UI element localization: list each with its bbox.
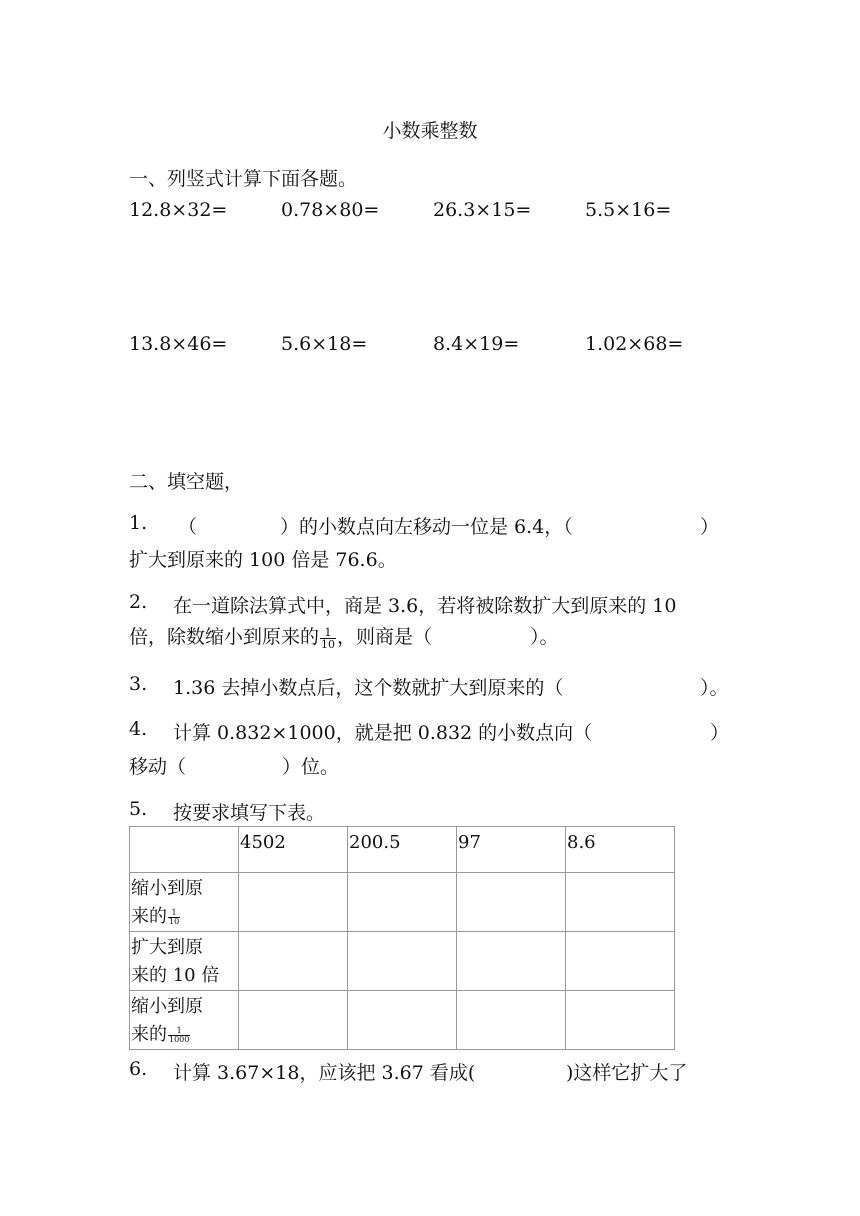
table-header-row (130, 827, 675, 873)
table-row (130, 873, 675, 932)
conversion-table (129, 826, 675, 1050)
row-label: 扩大到原 来的 10 倍 (130, 932, 239, 991)
answer-cell[interactable] (566, 932, 675, 991)
answer-cell[interactable] (566, 991, 675, 1050)
q1-number: 1. (129, 512, 148, 534)
fraction-one-tenth: $\frac{1}{10}$ (169, 907, 180, 926)
fraction-one-tenth: $\frac{1}{10}$ (321, 625, 336, 651)
fraction-one-thousandth: $\frac{1}{1000}$ (169, 1025, 190, 1044)
q2-line2-end: ）。 (530, 626, 559, 648)
q2-line2-text: 倍，除数缩小到原来的 (129, 626, 320, 648)
table-header-cell: 8.6 (566, 827, 675, 873)
q3-number: 3. (129, 673, 148, 695)
problem-8: 1.02×68= (585, 333, 684, 355)
problem-4: 5.5×16= (585, 199, 672, 221)
answer-cell[interactable] (348, 873, 457, 932)
q4-line2b: ）位。 (282, 756, 340, 778)
row-label: 缩小到原 来的 $\frac{1}{10}$ (130, 873, 239, 932)
q6-text: 计算 3.67×18，应该把 3.67 看成( (173, 1062, 476, 1084)
answer-cell[interactable] (239, 991, 348, 1050)
q5-text: 按要求填写下表。 (173, 802, 326, 824)
q2-line2 (129, 622, 559, 650)
table-row (130, 991, 675, 1050)
q1-open-paren: （ (178, 516, 198, 538)
q3-end: ）。 (700, 677, 729, 699)
q2-line1: 在一道除法算式中，商是 3.6，若将被除数扩大到原来的 10 (173, 595, 677, 617)
table-header-cell: 200.5 (348, 827, 457, 873)
answer-cell[interactable] (457, 932, 566, 991)
problem-7: 8.4×19= (433, 333, 520, 355)
q6-end: )这样它扩大了 (566, 1062, 688, 1084)
q4-line1-end: ） (710, 722, 730, 744)
q2-line2-text-b: ，则商是（ (337, 626, 433, 648)
table-header-cell: 4502 (239, 827, 348, 873)
problem-3: 26.3×15= (433, 199, 532, 221)
answer-cell[interactable] (239, 873, 348, 932)
table-row (130, 932, 675, 991)
answer-cell[interactable] (348, 932, 457, 991)
answer-cell[interactable] (457, 873, 566, 932)
row-label: 缩小到原 来的 $\frac{1}{1000}$ (130, 991, 239, 1050)
table-header-cell: 97 (457, 827, 566, 873)
q3-text: 1.36 去掉小数点后，这个数就扩大到原来的（ (173, 677, 564, 699)
section2-heading: 二、填空题， (129, 471, 244, 493)
problem-5: 13.8×46= (129, 333, 228, 355)
q4-line1: 计算 0.832×1000，就是把 0.832 的小数点向（ (173, 722, 593, 744)
q4-number: 4. (129, 718, 148, 740)
section1-heading: 一、列竖式计算下面各题。 (129, 168, 358, 190)
answer-cell[interactable] (566, 873, 675, 932)
page-title: 小数乘整数 (382, 120, 478, 142)
q1-close-paren: ） (700, 516, 720, 538)
q1-line2: 扩大到原来的 100 倍是 76.6。 (129, 549, 397, 571)
q5-number: 5. (129, 798, 148, 820)
q6-number: 6. (129, 1058, 148, 1080)
problem-1: 12.8×32= (129, 199, 228, 221)
answer-cell[interactable] (239, 932, 348, 991)
q2-number: 2. (129, 591, 148, 613)
answer-cell[interactable] (457, 991, 566, 1050)
q4-line2a: 移动（ (129, 756, 187, 778)
answer-cell[interactable] (348, 991, 457, 1050)
problem-6: 5.6×18= (281, 333, 368, 355)
q1-text: ）的小数点向左移动一位是 6.4，（ (280, 516, 573, 538)
table-header-cell (130, 827, 239, 873)
problem-2: 0.78×80= (281, 199, 380, 221)
